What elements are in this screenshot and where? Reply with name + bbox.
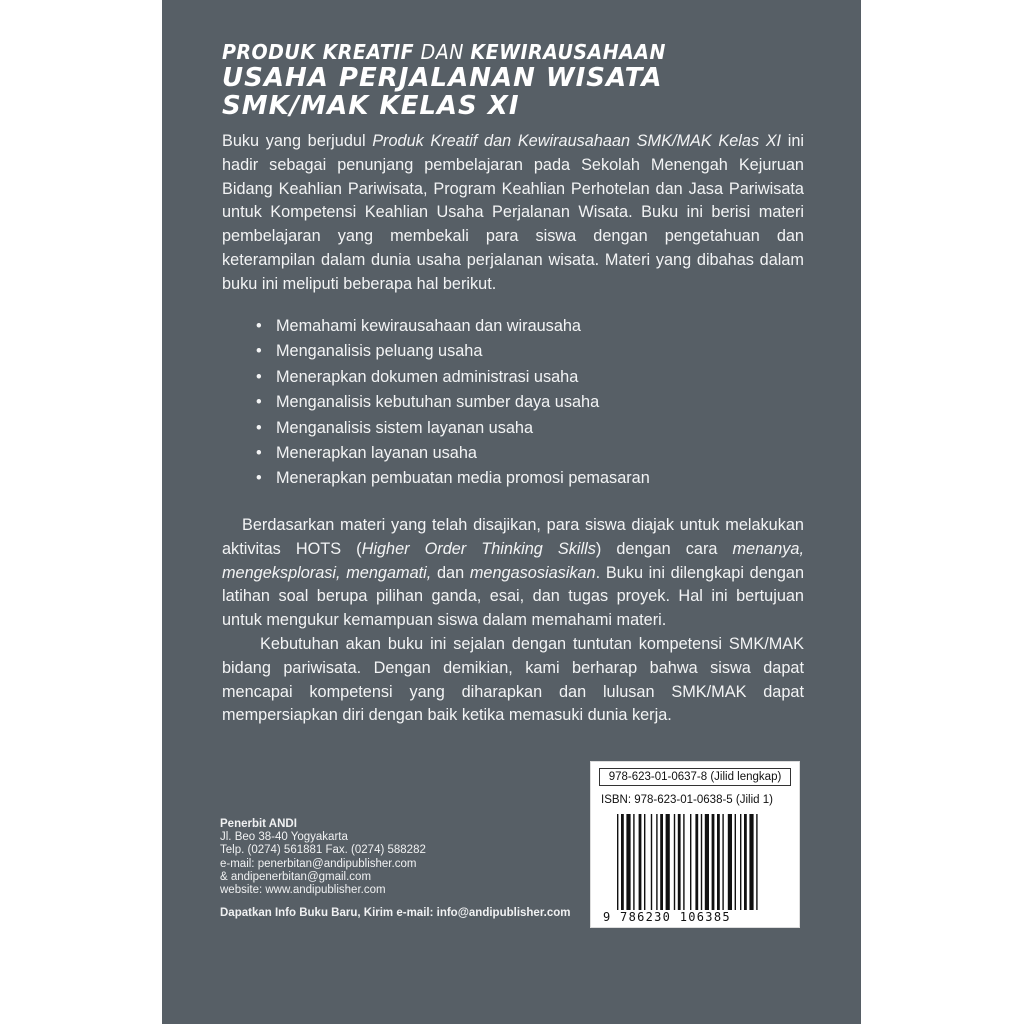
book-title [222, 40, 822, 120]
topic-list [256, 314, 650, 492]
barcode-icon [615, 814, 791, 914]
title-part-dan: DAN [414, 40, 471, 64]
list-item: • Menganalisis kebutuhan sumber daya usaha [256, 390, 650, 415]
title-part-produk-kreatif: PRODUK KREATIF [222, 40, 415, 64]
para2-text-g: . Buku ini dilengkapi dengan latihan soal berupa pilihan ganda, esai, dan tugas proyek. Hal ini bertujuan untuk mengukur kemampuan siswa dalam memahami materi. [222, 563, 804, 630]
list-item: • Menerapkan dokumen administrasi usaha [256, 365, 650, 390]
publisher-email-2: & andipenerbitan@gmail.com [220, 870, 372, 883]
back-cover [162, 0, 861, 1024]
para2-hots-term: Higher Order Thinking Skills [361, 539, 596, 558]
publisher-email-1: e-mail: penerbitan@andipublisher.com [220, 857, 417, 870]
title-line-3: SMK/MAK KELAS XI [222, 91, 520, 121]
list-item: • Menganalisis sistem layanan usaha [256, 416, 650, 441]
isbn-volume: ISBN: 978-623-01-0638-5 (Jilid 1) [601, 794, 773, 806]
para2-text-c: ) dengan cara [595, 539, 733, 558]
intro-book-title: Produk Kreatif dan Kewirausahaan SMK/MAK Kelas XI [372, 132, 782, 150]
intro-text-b: ini hadir sebagai penunjang pembelajaran pada Sekolah Menengah Kejuruan Bidang Keahlian Pariwisata, Program Keahlian Perhotelan dan Jasa Pariwisata untuk Kompetensi Keahlian Usaha Perjalanan Wisata. Buku ini berisi materi pembelajaran yang membekali para siswa dengan pengetahuan dan keterampilan dalam dunia usaha perjalanan wisata. Materi yang dibahas dalam buku ini meliputi beberapa hal berikut. [222, 132, 804, 293]
intro-text-a: Buku yang berjudul [222, 132, 373, 150]
closing-paragraph: Kebutuhan akan buku ini sejalan dengan tuntutan kompetensi SMK/MAK bidang pariwisata. Dengan demikian, kami berharap bahwa siswa dapat mencapai kompetensi yang diharapkan dan lulusan SMK/MAK dapat mempersiapkan diri dengan baik ketika memasuki dunia kerja. [222, 635, 804, 725]
publisher-name: Penerbit ANDI [220, 818, 297, 830]
title-line-2: USAHA PERJALANAN WISATA [222, 63, 663, 93]
publisher-promo: Dapatkan Info Buku Baru, Kirim e-mail: info@andipublisher.com [220, 907, 571, 920]
isbn-barcode-box [590, 761, 800, 928]
title-part-kewirausahaan: KEWIRAUSAHAAN [470, 40, 666, 64]
publisher-address: Jl. Beo 38-40 Yogyakarta [220, 831, 348, 844]
isbn-set: 978-623-01-0637-8 (Jilid lengkap) [599, 768, 791, 786]
para2-text-a: Berdasarkan materi yang telah disajikan, para siswa diajak untuk melakukan aktivitas HOTS ( [222, 516, 804, 558]
list-item: • Menerapkan pembuatan media promosi pemasaran [256, 466, 650, 491]
list-item: • Memahami kewirausahaan dan wirausaha [256, 314, 650, 339]
publisher-info [220, 818, 571, 920]
list-item: • Menganalisis peluang usaha [256, 339, 650, 364]
para2-verbs: menanya, mengeksplorasi, mengamati, [222, 539, 805, 582]
title-line-1 [222, 40, 792, 64]
para2-text-e: dan [431, 563, 470, 582]
publisher-phone: Telp. (0274) 561881 Fax. (0274) 588282 [220, 844, 426, 857]
publisher-website: website: www.andipublisher.com [220, 884, 386, 897]
list-item: • Menerapkan layanan usaha [256, 441, 650, 466]
barcode-digits: 9 786230 106385 [603, 910, 731, 924]
hots-paragraph [222, 514, 804, 633]
intro-paragraph [222, 130, 804, 297]
para2-verb-last: mengasosiasikan [469, 563, 596, 582]
